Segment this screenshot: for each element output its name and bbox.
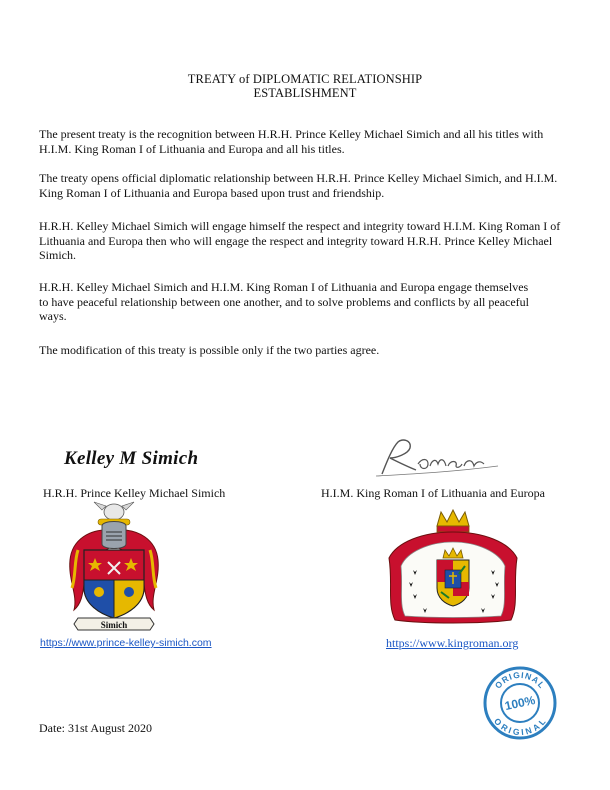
paragraph-line: Lithuania and Europa then who will engage the respect and integrity toward H.R.H. Prince Kelley Michael [39,233,553,248]
kingroman-coat-of-arms-icon [383,508,523,628]
paragraph-line: The modification of this treaty is possible only if the two parties agree. [39,343,380,357]
paragraph-line: King Roman I of Lithuania and Europa based upon trust and friendship. [39,185,385,200]
stamp-top-text: ORIGINAL [492,669,548,691]
simich-coat-of-arms-icon [64,500,164,632]
treaty-title-line-1: TREATY of DIPLOMATIC RELATIONSHIP [187,72,423,86]
paragraph-peaceful-relationship [39,280,579,324]
paragraph-line: Simich. [39,248,77,262]
paragraph-respect-integrity [39,219,579,263]
paragraph-line: H.R.H. Kelley Michael Simich and H.I.M. King Roman I of Lithuania and Europa engage themselves [39,280,529,294]
paragraph-diplomatic-relationship [39,171,579,200]
paragraph-line: The treaty opens official diplomatic relationship between H.R.H. Prince Kelley Michael Simich, and H.I.M. [39,171,558,185]
right-party-name: H.I.M. King Roman I of Lithuania and Europa [321,486,545,500]
stamp-center-text: 100% [503,692,537,714]
left-party-name: H.R.H. Prince Kelley Michael Simich [43,486,226,500]
stamp-bottom-text: ORIGINAL [492,715,549,738]
right-party-website-link[interactable]: https://www.kingroman.org [386,636,519,650]
paragraph-line: to have peaceful relationship between one another, and to solve problems and conflicts by all peaceful [39,294,530,309]
paragraph-line: H.I.M. King Roman I of Lithuania and Europa and all his titles. [39,141,345,156]
paragraph-line: H.R.H. Kelley Michael Simich will engage himself the respect and integrity toward H.I.M. King Roman I of [39,219,561,233]
original-stamp-icon [483,666,557,740]
svg-text:ORIGINAL [492,716,548,737]
paragraph-modification [39,343,579,358]
crest-scroll-text: Simich [100,620,128,630]
left-party-website-link[interactable]: https://www.prince-kelley-simich.com [40,637,212,649]
treaty-date: Date: 31st August 2020 [39,721,152,735]
paragraph-line: ways. [39,309,67,323]
paragraph-line: The present treaty is the recognition between H.R.H. Prince Kelley Michael Simich and all his titles with [39,127,544,141]
signature-kelley: Kelley M Simich [64,448,199,469]
treaty-title-line-2: ESTABLISHMENT [253,86,357,100]
signature-roman-icon [372,436,502,480]
paragraph-recognition [39,127,579,156]
